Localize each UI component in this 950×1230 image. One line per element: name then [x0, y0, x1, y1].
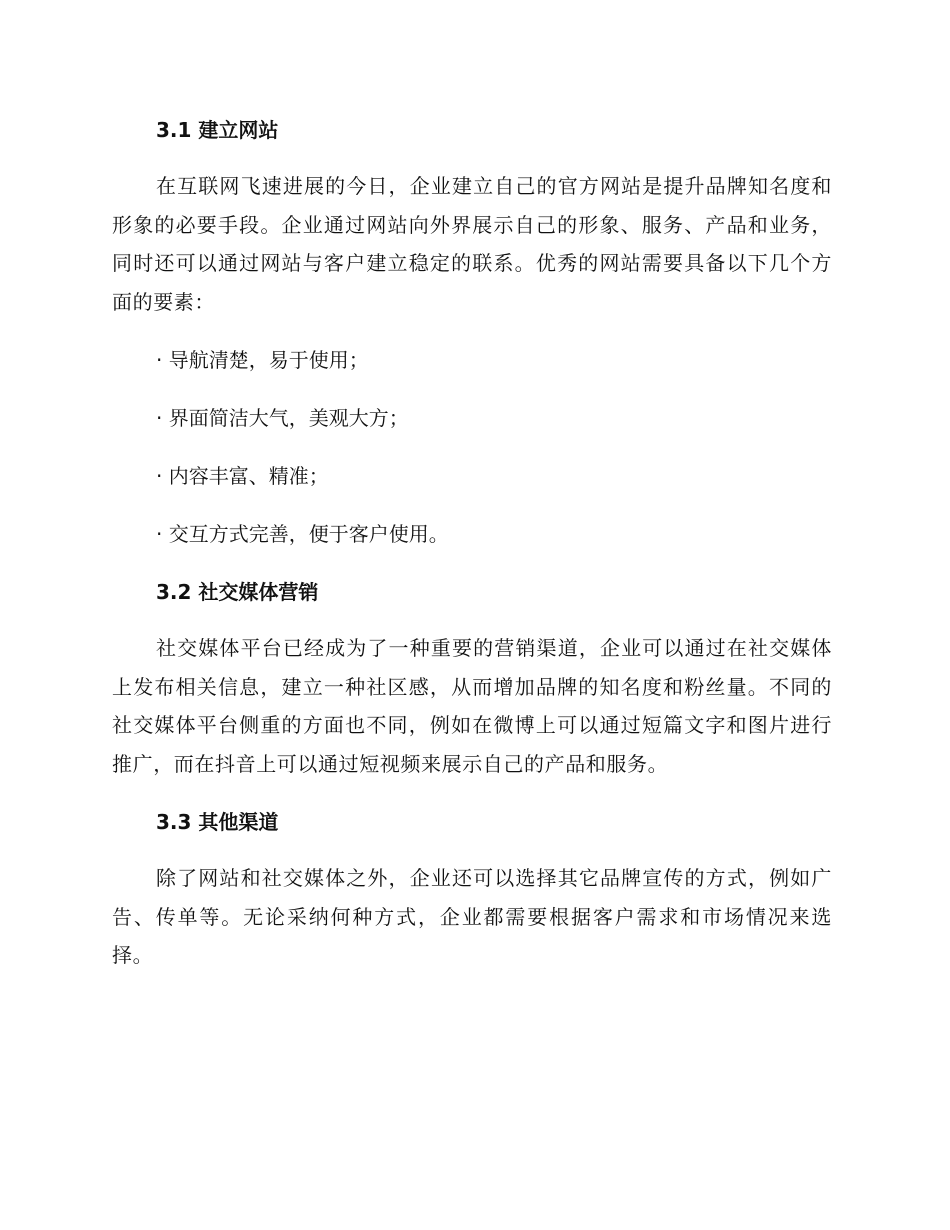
section-paragraph-3-3: 除了网站和社交媒体之外，企业还可以选择其它品牌宣传的方式，例如广告、传单等。无论采纳何种方式，企业都需要根据客户需求和市场情况来选择。 — [112, 866, 832, 967]
section-paragraph-3-2: 社交媒体平台已经成为了一种重要的营销渠道，企业可以通过在社交媒体上发布相关信息，建立一种社区感，从而增加品牌的知名度和粉丝量。不同的社交媒体平台侧重的方面也不同，例如在微博上可以通过短篇文字和图片进行推广，而在抖音上可以通过短视频来展示自己的产品和服务。 — [112, 636, 832, 776]
section-heading-3-1: 3.1 建立网站 — [156, 118, 279, 142]
bullet-item: · 界面简洁大气，美观大方； — [156, 406, 409, 430]
bullet-item: · 交互方式完善，便于客户使用。 — [156, 522, 449, 546]
section-paragraph-3-1: 在互联网飞速进展的今日，企业建立自己的官方网站是提升品牌知名度和形象的必要手段。企业通过网站向外界展示自己的形象、服务、产品和业务，同时还可以通过网站与客户建立稳定的联系。优秀的网站需要具备以下几个方面的要素： — [112, 174, 832, 314]
section-heading-3-3: 3.3 其他渠道 — [156, 810, 279, 834]
document-page — [112, 110, 832, 975]
section-heading-3-2: 3.2 社交媒体营销 — [156, 580, 319, 604]
bullet-item: · 导航清楚，易于使用； — [156, 348, 369, 372]
bullet-item: · 内容丰富、精准； — [156, 464, 329, 488]
